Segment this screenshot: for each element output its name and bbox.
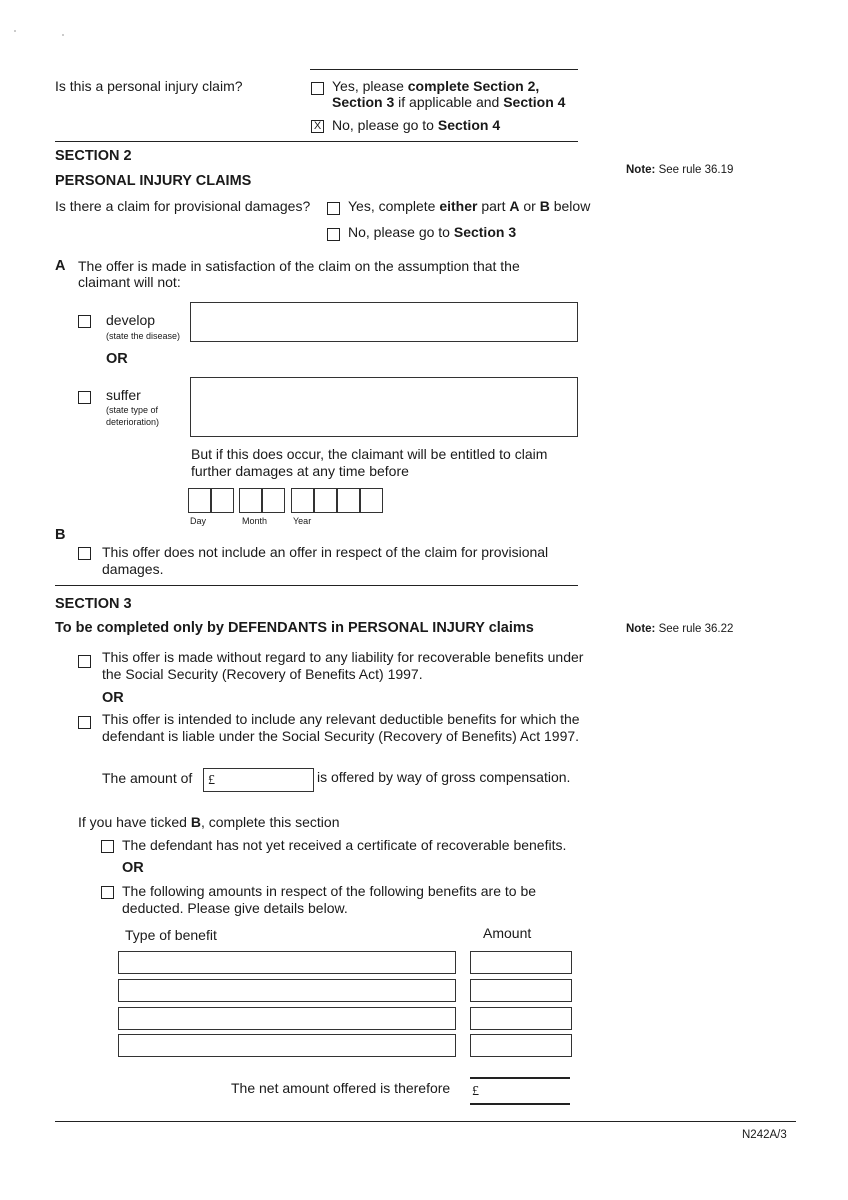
suffer-deterioration-input[interactable]: [190, 377, 578, 437]
suffer-hint-line1: (state type of: [106, 405, 159, 415]
day-digit-2[interactable]: [211, 488, 234, 513]
month-digit-2[interactable]: [262, 488, 285, 513]
section2-heading: SECTION 2: [55, 148, 132, 164]
develop-label: develop: [106, 312, 156, 328]
gross-compensation-amount-input[interactable]: [203, 768, 314, 792]
personal-injury-yes-label: Yes, please complete Section 2,: [332, 78, 540, 94]
provisional-damages-question: Is there a claim for provisional damages?: [55, 198, 311, 214]
develop-disease-input[interactable]: [190, 302, 578, 342]
part-b-text-line1: This offer does not include an offer in respect of the claim for provisional: [102, 544, 549, 560]
benefit-type-input-row-2[interactable]: [118, 979, 456, 1002]
section3-rule: [55, 585, 578, 586]
part-b-text-line2: damages.: [102, 561, 164, 577]
part-a-letter: A: [55, 258, 66, 274]
provisional-yes-label: Yes, complete either part A or B below: [348, 198, 591, 214]
net-amount-input[interactable]: [470, 1079, 570, 1102]
benefit-type-input-row-3[interactable]: [118, 1007, 456, 1030]
net-currency-symbol: £: [472, 1084, 479, 1099]
benefit-amount-input-row-4[interactable]: [470, 1034, 572, 1057]
day-digit-1[interactable]: [188, 488, 211, 513]
scan-speck: [14, 30, 16, 32]
type-of-benefit-header: Type of benefit: [125, 927, 217, 943]
amount-suffix: is offered by way of gross compensation.: [317, 769, 571, 785]
section2-note: Note: See rule 36.19: [626, 164, 734, 176]
month-label: Month: [242, 516, 268, 526]
deduct-amounts-checkbox[interactable]: [101, 886, 114, 899]
section2-rule: [55, 141, 578, 142]
benefit-amount-input-row-1[interactable]: [470, 951, 572, 974]
no-certificate-checkbox[interactable]: [101, 840, 114, 853]
no-regard-liability-checkbox[interactable]: [78, 655, 91, 668]
provisional-yes-checkbox[interactable]: [327, 202, 340, 215]
currency-symbol: £: [208, 773, 215, 788]
or-separator: OR: [102, 690, 124, 706]
but-if-text-line1: But if this does occur, the claimant will be entitled to claim: [191, 446, 548, 462]
provisional-no-label: No, please go to Section 3: [348, 224, 517, 240]
part-a-text-line1: The offer is made in satisfaction of the claim on the assumption that the: [78, 258, 520, 274]
include-deductible-text-line1: This offer is intended to include any relevant deductible benefits for which the: [102, 711, 580, 727]
benefit-type-input-row-4[interactable]: [118, 1034, 456, 1057]
footer-rule: [55, 1121, 796, 1122]
year-label: Year: [293, 516, 312, 526]
include-deductible-text-line2: defendant is liable under the Social Security (Recovery of Benefits) Act 1997.: [102, 728, 580, 744]
section3-heading: SECTION 3: [55, 596, 132, 612]
benefit-type-input-row-1[interactable]: [118, 951, 456, 974]
if-ticked-b-text: If you have ticked B, complete this section: [78, 814, 340, 830]
personal-injury-no-label: No, please go to Section 4: [332, 117, 501, 133]
or-separator: OR: [122, 860, 144, 876]
develop-checkbox[interactable]: [78, 315, 91, 328]
scan-speck: [62, 34, 64, 36]
benefit-amount-input-row-2[interactable]: [470, 979, 572, 1002]
amount-prefix: The amount of: [102, 770, 193, 786]
personal-injury-question: Is this a personal injury claim?: [55, 78, 243, 94]
provisional-no-checkbox[interactable]: [327, 228, 340, 241]
form-code: N242A/3: [742, 1129, 787, 1141]
no-regard-liability-text-line2: the Social Security (Recovery of Benefits Act) 1997.: [102, 666, 423, 682]
net-amount-bottom-rule: [470, 1103, 570, 1105]
benefit-amount-input-row-3[interactable]: [470, 1007, 572, 1030]
part-b-checkbox[interactable]: [78, 547, 91, 560]
part-b-letter: B: [55, 527, 66, 543]
but-if-text-line2: further damages at any time before: [191, 463, 409, 479]
develop-hint: (state the disease): [106, 331, 181, 341]
suffer-label: suffer: [106, 387, 141, 403]
net-amount-label: The net amount offered is therefore: [231, 1080, 451, 1096]
suffer-hint-line2: deterioration): [106, 417, 160, 427]
month-digit-1[interactable]: [239, 488, 262, 513]
amount-header: Amount: [483, 925, 532, 941]
section2-title: PERSONAL INJURY CLAIMS: [55, 173, 252, 189]
section3-title: To be completed only by DEFENDANTS in PERSONAL INJURY claims: [55, 620, 534, 636]
top-rule: [310, 69, 578, 70]
year-digit-4[interactable]: [360, 488, 383, 513]
personal-injury-yes-label-line2: Section 3 if applicable and Section 4: [332, 94, 566, 110]
personal-injury-yes-checkbox[interactable]: [311, 82, 324, 95]
year-digit-1[interactable]: [291, 488, 314, 513]
no-regard-liability-text-line1: This offer is made without regard to any liability for recoverable benefits under: [102, 649, 584, 665]
year-digit-2[interactable]: [314, 488, 337, 513]
include-deductible-checkbox[interactable]: [78, 716, 91, 729]
year-digit-3[interactable]: [337, 488, 360, 513]
deduct-amounts-text-line1: The following amounts in respect of the following benefits are to be: [122, 883, 537, 899]
deduct-amounts-text-line2: deducted. Please give details below.: [122, 900, 348, 916]
day-label: Day: [190, 516, 207, 526]
part-a-text-line2: claimant will not:: [78, 274, 181, 290]
no-certificate-text: The defendant has not yet received a certificate of recoverable benefits.: [122, 837, 567, 853]
section3-note: Note: See rule 36.22: [626, 623, 734, 635]
personal-injury-no-checkbox[interactable]: X: [311, 120, 324, 133]
suffer-checkbox[interactable]: [78, 391, 91, 404]
or-separator: OR: [106, 351, 128, 367]
